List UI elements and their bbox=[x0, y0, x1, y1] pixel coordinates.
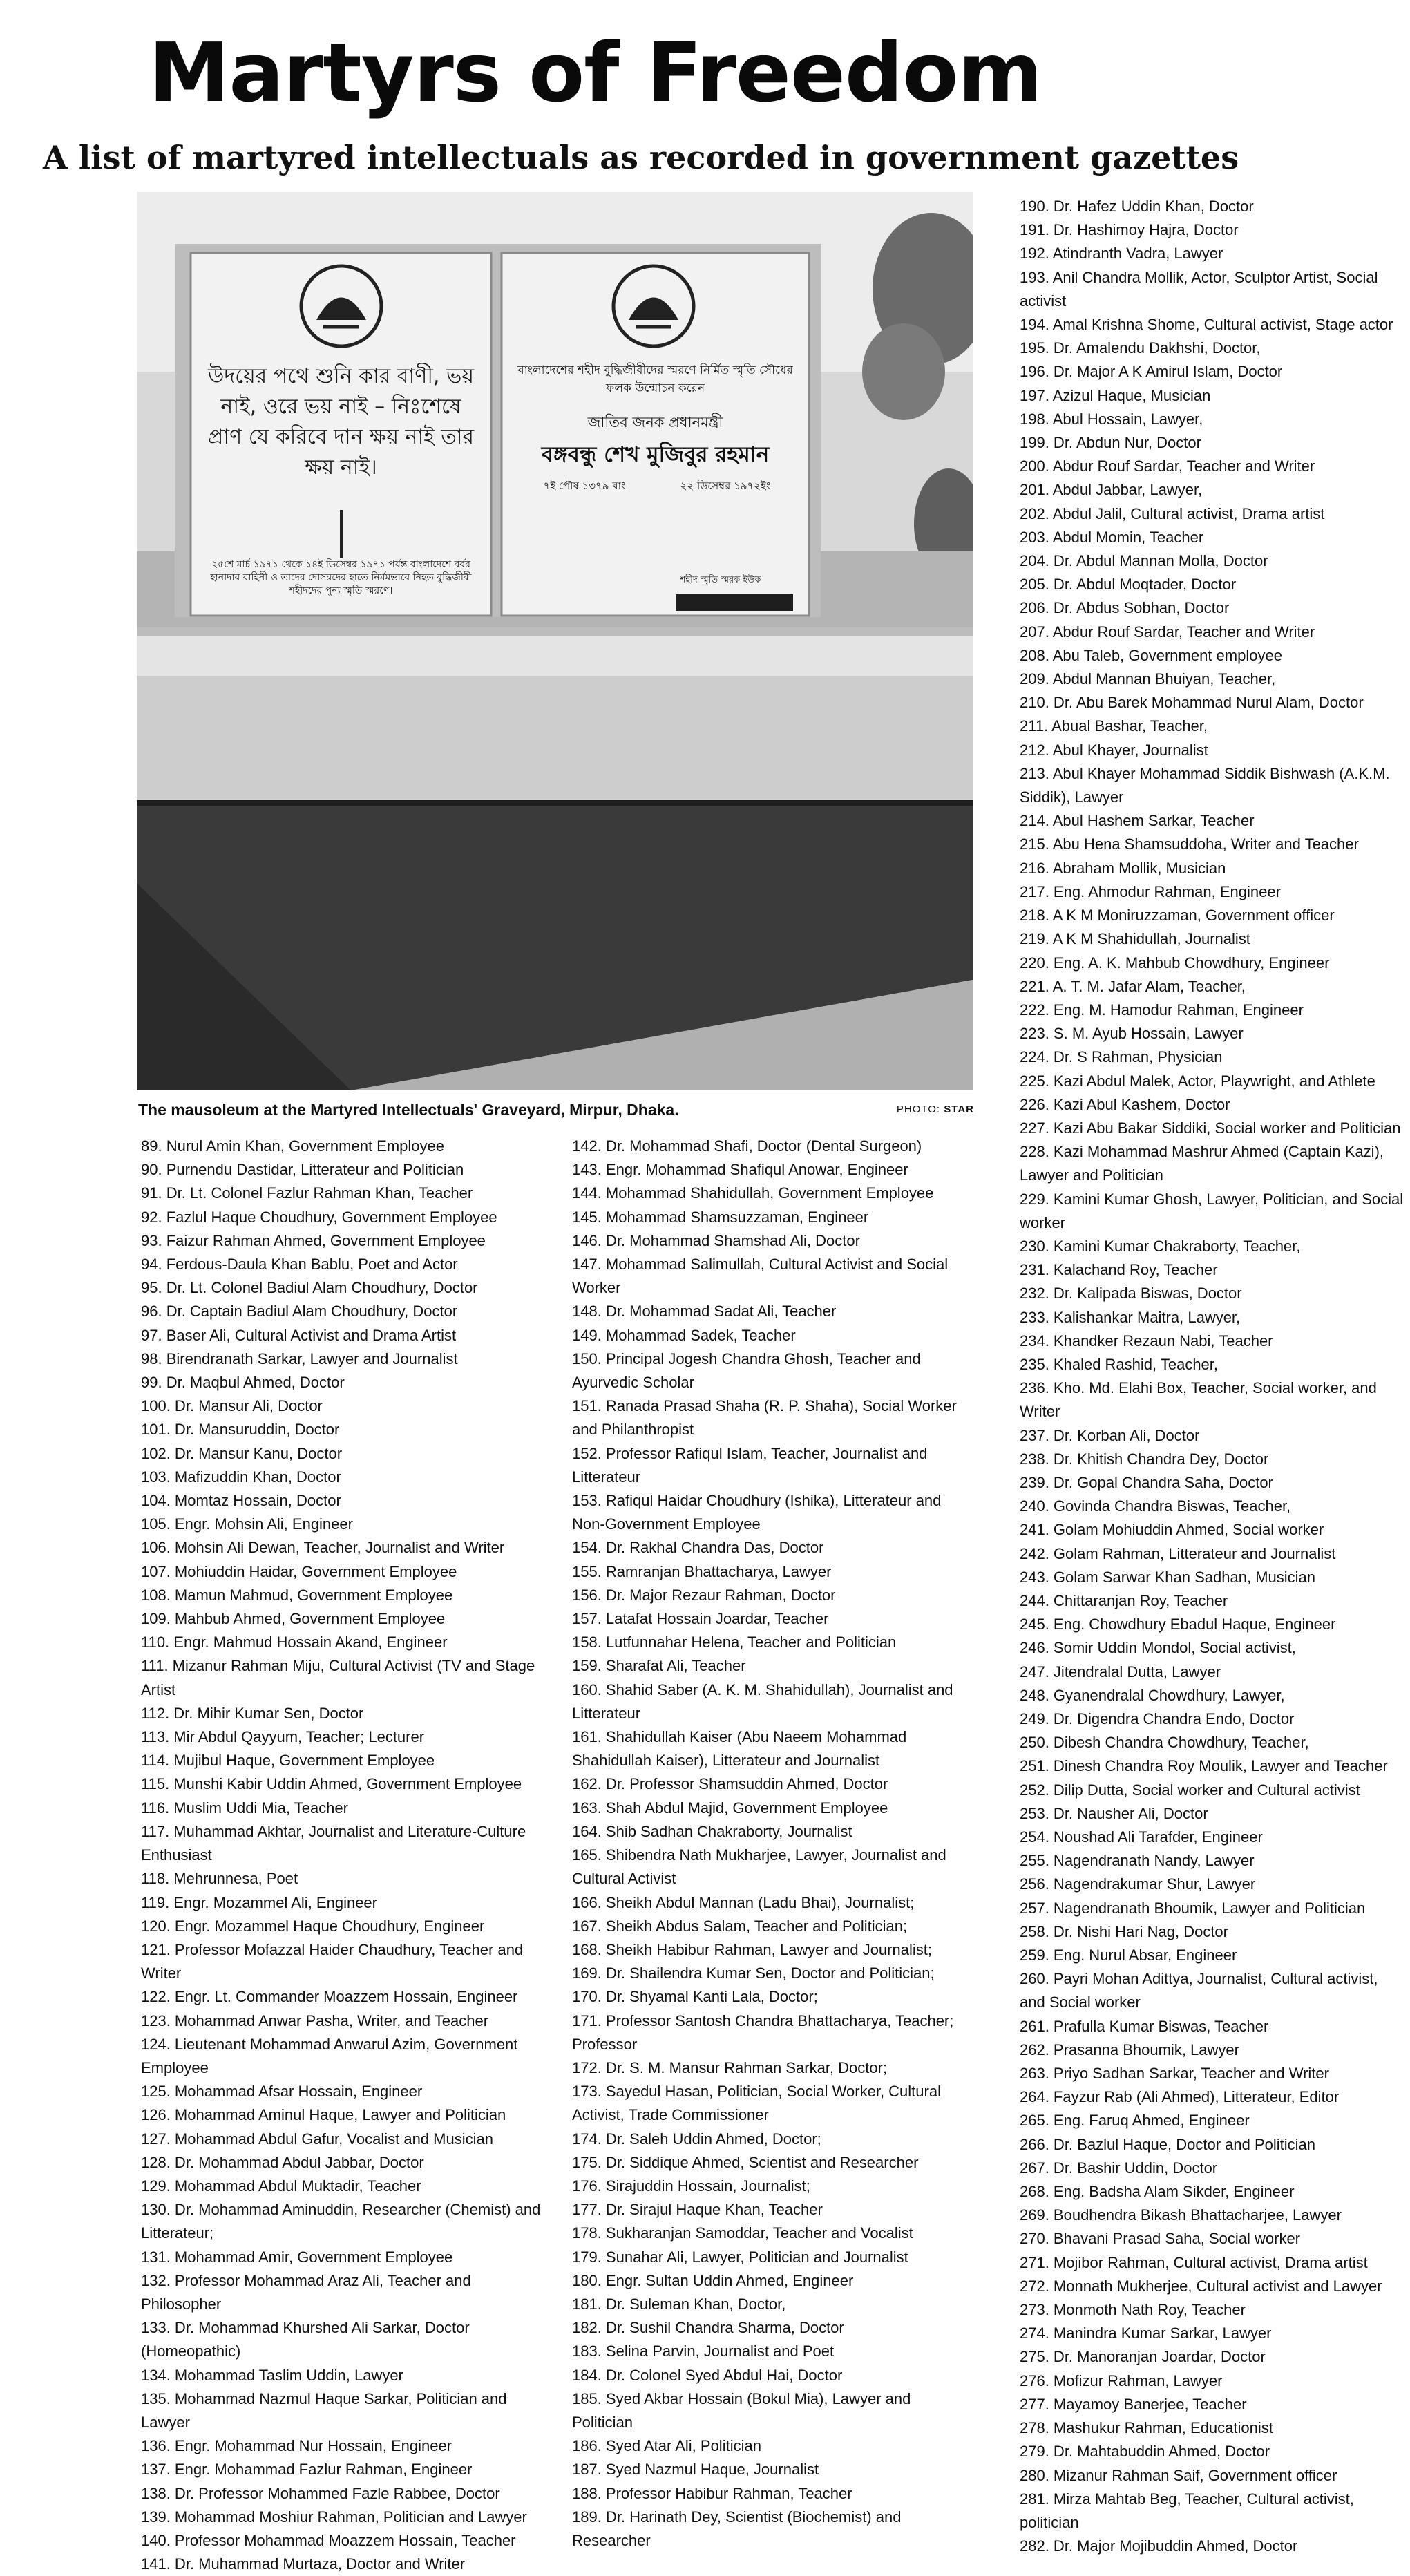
list-item: 246. Somir Uddin Mondol, Social activist, bbox=[1020, 1639, 1296, 1657]
list-item: 219. A K M Shahidullah, Journalist bbox=[1020, 930, 1250, 948]
list-item: 92. Fazlul Haque Choudhury, Government Employee bbox=[141, 1208, 497, 1226]
list-item: 191. Dr. Hashimoy Hajra, Doctor bbox=[1020, 221, 1239, 239]
list-item: 142. Dr. Mohammad Shafi, Doctor (Dental Surgeon) bbox=[572, 1137, 922, 1155]
list-item: 123. Mohammad Anwar Pasha, Writer, and Teacher bbox=[141, 2011, 489, 2029]
list-item: 274. Manindra Kumar Sarkar, Lawyer bbox=[1020, 2324, 1272, 2342]
list-item: 217. Eng. Ahmodur Rahman, Engineer bbox=[1020, 882, 1281, 900]
list-item: 137. Engr. Mohammad Fazlur Rahman, Engineer bbox=[141, 2461, 473, 2479]
list-item: 232. Dr. Kalipada Biswas, Doctor bbox=[1020, 1285, 1242, 1303]
list-item: 161. Shahidullah Kaiser (Abu Naeem Mohammad Shahidullah Kaiser), Litterateur and Journalist bbox=[572, 1728, 907, 1770]
list-item: 209. Abdul Mannan Bhuiyan, Teacher, bbox=[1020, 670, 1276, 688]
list-item: 125. Mohammad Afsar Hossain, Engineer bbox=[141, 2083, 423, 2101]
list-item: 222. Eng. M. Hamodur Rahman, Engineer bbox=[1020, 1001, 1304, 1019]
list-item: 150. Principal Jogesh Chandra Ghosh, Teacher and Ayurvedic Scholar bbox=[572, 1349, 921, 1392]
list-item: 107. Mohiuddin Haidar, Government Employee bbox=[141, 1562, 457, 1580]
list-item: 269. Boudhendra Bikash Bhattacharjee, Lawyer bbox=[1020, 2206, 1342, 2224]
credit-source: STAR bbox=[944, 1104, 974, 1115]
list-item: 122. Engr. Lt. Commander Moazzem Hossain, Engineer bbox=[141, 1988, 518, 2006]
list-item: 249. Dr. Digendra Chandra Endo, Doctor bbox=[1020, 1710, 1295, 1727]
list-item: 181. Dr. Suleman Khan, Doctor, bbox=[572, 2295, 786, 2313]
list-item: 248. Gyanendralal Chowdhury, Lawyer, bbox=[1020, 1686, 1285, 1704]
list-item: 140. Professor Mohammad Moazzem Hossain, Teacher bbox=[141, 2531, 516, 2549]
list-item: 214. Abul Hashem Sarkar, Teacher bbox=[1020, 812, 1255, 830]
list-item: 101. Dr. Mansuruddin, Doctor bbox=[141, 1421, 340, 1439]
photo-caption bbox=[138, 1096, 974, 1124]
list-item: 251. Dinesh Chandra Roy Moulik, Lawyer and Teacher bbox=[1020, 1757, 1388, 1775]
list-item: 206. Dr. Abdus Sobhan, Doctor bbox=[1020, 599, 1230, 617]
list-item: 238. Dr. Khitish Chandra Dey, Doctor bbox=[1020, 1450, 1269, 1468]
list-item: 104. Momtaz Hossain, Doctor bbox=[141, 1492, 341, 1510]
list-item: 130. Dr. Mohammad Aminuddin, Researcher (Chemist) and Litterateur; bbox=[141, 2201, 541, 2242]
list-item: 143. Engr. Mohammad Shafiqul Anowar, Engineer bbox=[572, 1161, 908, 1179]
list-item: 156. Dr. Major Rezaur Rahman, Doctor bbox=[572, 1586, 836, 1604]
list-item: 253. Dr. Nausher Ali, Doctor bbox=[1020, 1804, 1208, 1822]
list-item: 180. Engr. Sultan Uddin Ahmed, Engineer bbox=[572, 2271, 854, 2289]
list-item: 195. Dr. Amalendu Dakhshi, Doctor, bbox=[1020, 339, 1261, 357]
list-item: 94. Ferdous-Daula Khan Bablu, Poet and Actor bbox=[141, 1256, 458, 1273]
list-item: 271. Mojibor Rahman, Cultural activist, Drama artist bbox=[1020, 2253, 1368, 2271]
list-item: 121. Professor Mofazzal Haider Chaudhury, Teacher and Writer bbox=[141, 1940, 524, 1982]
list-item: 89. Nurul Amin Khan, Government Employee bbox=[141, 1137, 445, 1155]
list-item: 99. Dr. Maqbul Ahmed, Doctor bbox=[141, 1374, 345, 1392]
list-item: 205. Dr. Abdul Moqtader, Doctor bbox=[1020, 576, 1237, 594]
list-item: 265. Eng. Faruq Ahmed, Engineer bbox=[1020, 2112, 1250, 2130]
list-item: 138. Dr. Professor Mohammed Fazle Rabbee, Doctor bbox=[141, 2484, 500, 2502]
photo-credit bbox=[897, 1096, 974, 1124]
list-item: 117. Muhammad Akhtar, Journalist and Literature-Culture Enthusiast bbox=[141, 1822, 526, 1864]
list-item: 220. Eng. A. K. Mahbub Chowdhury, Engineer bbox=[1020, 954, 1330, 972]
list-item: 211. Abual Bashar, Teacher, bbox=[1020, 717, 1208, 735]
list-item: 153. Rafiqul Haidar Choudhury (Ishika), Litterateur and Non-Government Employee bbox=[572, 1492, 942, 1533]
list-item: 133. Dr. Mohammad Khurshed Ali Sarkar, Doctor (Homeopathic) bbox=[141, 2319, 470, 2360]
list-item: 213. Abul Khayer Mohammad Siddik Bishwash (A.K.M. Siddik), Lawyer bbox=[1020, 764, 1390, 806]
list-item: 103. Mafizuddin Khan, Doctor bbox=[141, 1468, 341, 1486]
list-item: 154. Dr. Rakhal Chandra Das, Doctor bbox=[572, 1539, 824, 1557]
list-item: 127. Mohammad Abdul Gafur, Vocalist and Musician bbox=[141, 2130, 493, 2148]
list-item: 218. A K M Moniruzzaman, Government officer bbox=[1020, 907, 1335, 925]
list-item: 118. Mehrunnesa, Poet bbox=[141, 1870, 298, 1888]
list-item: 225. Kazi Abdul Malek, Actor, Playwright, and Athlete bbox=[1020, 1072, 1375, 1090]
list-item: 190. Dr. Hafez Uddin Khan, Doctor bbox=[1020, 198, 1254, 215]
list-item: 229. Kamini Kumar Ghosh, Lawyer, Politician, and Social worker bbox=[1020, 1190, 1404, 1231]
list-item: 105. Engr. Mohsin Ali, Engineer bbox=[141, 1515, 353, 1533]
list-item: 160. Shahid Saber (A. K. M. Shahidullah), Journalist and Litterateur bbox=[572, 1680, 953, 1722]
list-item: 262. Prasanna Bhoumik, Lawyer bbox=[1020, 2040, 1239, 2058]
list-item: 106. Mohsin Ali Dewan, Teacher, Journalist and Writer bbox=[141, 1539, 505, 1557]
list-item: 171. Professor Santosh Chandra Bhattacharya, Teacher; Professor bbox=[572, 2011, 954, 2053]
left-plaque-footer: ২৫শে মার্চ ১৯৭১ থেকে ১৪ই ডিসেম্বর ১৯৭১ পর্যন্ত বাংলাদেশে বর্বর হানাদার বাহিনী ও তাদের দোসরদের হাতে নির্মমভাবে নিহত বুদ্ধিজীবী শহীদদের পুন্য স্মৃতি স্মরণে। bbox=[210, 559, 472, 596]
list-item: 259. Eng. Nurul Absar, Engineer bbox=[1020, 1947, 1237, 1964]
list-item: 199. Dr. Abdun Nur, Doctor bbox=[1020, 434, 1201, 452]
list-item: 151. Ranada Prasad Shaha (R. P. Shaha), Social Worker and Philanthropist bbox=[572, 1397, 957, 1439]
list-item: 256. Nagendrakumar Shur, Lawyer bbox=[1020, 1875, 1256, 1893]
list-item: 236. Kho. Md. Elahi Box, Teacher, Social worker, and Writer bbox=[1020, 1379, 1377, 1421]
list-item: 272. Monnath Mukherjee, Cultural activist and Lawyer bbox=[1020, 2277, 1382, 2295]
list-item: 207. Abdur Rouf Sardar, Teacher and Writer bbox=[1020, 623, 1315, 641]
list-item: 166. Sheikh Abdul Mannan (Ladu Bhai), Journalist; bbox=[572, 1893, 915, 1911]
right-plaque-date-english: ২২ ডিসেম্বর ১৯৭২ইং bbox=[680, 480, 771, 492]
list-item: 227. Kazi Abu Bakar Siddiki, Social worker and Politician bbox=[1020, 1119, 1401, 1137]
list-item: 110. Engr. Mahmud Hossain Akand, Engineer bbox=[141, 1633, 448, 1651]
list-item: 239. Dr. Gopal Chandra Saha, Doctor bbox=[1020, 1473, 1273, 1491]
list-item: 244. Chittaranjan Roy, Teacher bbox=[1020, 1591, 1228, 1609]
list-item: 158. Lutfunnahar Helena, Teacher and Politician bbox=[572, 1633, 897, 1651]
list-item: 260. Payri Mohan Adittya, Journalist, Cultural activist, and Social worker bbox=[1020, 1970, 1378, 2011]
list-item: 95. Dr. Lt. Colonel Badiul Alam Choudhury, Doctor bbox=[141, 1279, 478, 1297]
list-item: 139. Mohammad Moshiur Rahman, Politician and Lawyer bbox=[141, 2508, 527, 2526]
list-item: 264. Fayzur Rab (Ali Ahmed), Litterateur, Editor bbox=[1020, 2088, 1340, 2106]
list-item: 134. Mohammad Taslim Uddin, Lawyer bbox=[141, 2366, 403, 2384]
list-item: 240. Govinda Chandra Biswas, Teacher, bbox=[1020, 1497, 1291, 1515]
list-item: 247. Jitendralal Dutta, Lawyer bbox=[1020, 1663, 1221, 1680]
list-item: 254. Noushad Ali Tarafder, Engineer bbox=[1020, 1828, 1263, 1846]
list-item: 250. Dibesh Chandra Chowdhury, Teacher, bbox=[1020, 1734, 1309, 1752]
list-item: 268. Eng. Badsha Alam Sikder, Engineer bbox=[1020, 2183, 1295, 2201]
list-item: 178. Sukharanjan Samoddar, Teacher and Vocalist bbox=[572, 2224, 913, 2242]
list-item: 126. Mohammad Aminul Haque, Lawyer and Politician bbox=[141, 2106, 506, 2124]
list-item: 198. Abul Hossain, Lawyer, bbox=[1020, 410, 1203, 428]
list-item: 270. Bhavani Prasad Saha, Social worker bbox=[1020, 2230, 1301, 2248]
list-item: 197. Azizul Haque, Musician bbox=[1020, 386, 1211, 404]
list-item: 189. Dr. Harinath Dey, Scientist (Biochemist) and Researcher bbox=[572, 2508, 902, 2549]
list-item: 242. Golam Rahman, Litterateur and Journalist bbox=[1020, 1544, 1336, 1562]
list-item: 102. Dr. Mansur Kanu, Doctor bbox=[141, 1444, 343, 1462]
list-item: 185. Syed Akbar Hossain (Bokul Mia), Lawyer and Politician bbox=[572, 2389, 911, 2431]
list-item: 281. Mirza Mahtab Beg, Teacher, Cultural activist, politician bbox=[1020, 2490, 1354, 2531]
list-item: 144. Mohammad Shahidullah, Government Employee bbox=[572, 1184, 934, 1202]
list-item: 203. Abdul Momin, Teacher bbox=[1020, 528, 1204, 546]
list-item: 277. Mayamoy Banerjee, Teacher bbox=[1020, 2395, 1247, 2413]
list-item: 112. Dr. Mihir Kumar Sen, Doctor bbox=[141, 1704, 364, 1722]
martyr-list-column-1 bbox=[141, 1135, 542, 2576]
list-item: 93. Faizur Rahman Ahmed, Government Employee bbox=[141, 1231, 486, 1249]
list-item: 252. Dilip Dutta, Social worker and Cultural activist bbox=[1020, 1781, 1360, 1799]
list-item: 163. Shah Abdul Majid, Government Employee bbox=[572, 1799, 888, 1817]
mausoleum-photo bbox=[137, 192, 973, 1090]
list-item: 172. Dr. S. M. Mansur Rahman Sarkar, Doctor; bbox=[572, 2058, 888, 2076]
list-item: 234. Khandker Rezaun Nabi, Teacher bbox=[1020, 1332, 1273, 1349]
list-item: 96. Dr. Captain Badiul Alam Choudhury, Doctor bbox=[141, 1303, 458, 1320]
list-item: 114. Mujibul Haque, Government Employee bbox=[141, 1752, 435, 1770]
list-item: 279. Dr. Mahtabuddin Ahmed, Doctor bbox=[1020, 2443, 1270, 2461]
list-item: 176. Sirajuddin Hossain, Journalist; bbox=[572, 2177, 810, 2195]
list-item: 282. Dr. Major Mojibuddin Ahmed, Doctor bbox=[1020, 2537, 1298, 2555]
list-item: 129. Mohammad Abdul Muktadir, Teacher bbox=[141, 2177, 421, 2195]
list-item: 230. Kamini Kumar Chakraborty, Teacher, bbox=[1020, 1237, 1301, 1255]
list-item: 196. Dr. Major A K Amirul Islam, Doctor bbox=[1020, 363, 1283, 381]
list-item: 182. Dr. Sushil Chandra Sharma, Doctor bbox=[572, 2319, 844, 2337]
list-item: 223. S. M. Ayub Hossain, Lawyer bbox=[1020, 1025, 1244, 1043]
right-plaque-title: জাতির জনক প্রধানমন্ত্রী bbox=[587, 414, 723, 430]
list-item: 192. Atindranth Vadra, Lawyer bbox=[1020, 245, 1223, 263]
list-item: 267. Dr. Bashir Uddin, Doctor bbox=[1020, 2159, 1218, 2177]
list-item: 241. Golam Mohiuddin Ahmed, Social worker bbox=[1020, 1521, 1324, 1539]
list-item: 224. Dr. S Rahman, Physician bbox=[1020, 1048, 1223, 1066]
list-item: 162. Dr. Professor Shamsuddin Ahmed, Doctor bbox=[572, 1775, 888, 1793]
list-item: 266. Dr. Bazlul Haque, Doctor and Politician bbox=[1020, 2135, 1316, 2153]
list-item: 174. Dr. Saleh Uddin Ahmed, Doctor; bbox=[572, 2130, 821, 2148]
list-item: 204. Dr. Abdul Mannan Molla, Doctor bbox=[1020, 552, 1268, 570]
list-item: 148. Dr. Mohammad Sadat Ali, Teacher bbox=[572, 1303, 837, 1320]
caption-text: The mausoleum at the Martyred Intellectuals' Graveyard, Mirpur, Dhaka. bbox=[138, 1101, 679, 1119]
list-item: 183. Selina Parvin, Journalist and Poet bbox=[572, 2342, 835, 2360]
list-item: 208. Abu Taleb, Government employee bbox=[1020, 646, 1282, 664]
list-item: 169. Dr. Shailendra Kumar Sen, Doctor and Politician; bbox=[572, 1964, 935, 1982]
list-item: 149. Mohammad Sadek, Teacher bbox=[572, 1326, 796, 1344]
list-item: 120. Engr. Mozammel Haque Choudhury, Engineer bbox=[141, 1917, 485, 1935]
list-item: 235. Khaled Rashid, Teacher, bbox=[1020, 1355, 1219, 1373]
list-item: 113. Mir Abdul Qayyum, Teacher; Lecturer bbox=[141, 1728, 425, 1746]
list-item: 164. Shib Sadhan Chakraborty, Journalist bbox=[572, 1822, 852, 1840]
list-item: 228. Kazi Mohammad Mashrur Ahmed (Captain Kazi), Lawyer and Politician bbox=[1020, 1143, 1384, 1184]
list-item: 168. Sheikh Habibur Rahman, Lawyer and Journalist; bbox=[572, 1940, 932, 1958]
list-item: 273. Monmoth Nath Roy, Teacher bbox=[1020, 2301, 1246, 2319]
list-item: 100. Dr. Mansur Ali, Doctor bbox=[141, 1397, 323, 1415]
list-item: 200. Abdur Rouf Sardar, Teacher and Writer bbox=[1020, 457, 1315, 475]
list-item: 186. Syed Atar Ali, Politician bbox=[572, 2437, 761, 2455]
list-item: 115. Munshi Kabir Uddin Ahmed, Government Employee bbox=[141, 1775, 522, 1793]
list-item: 280. Mizanur Rahman Saif, Government officer bbox=[1020, 2466, 1337, 2484]
list-item: 237. Dr. Korban Ali, Doctor bbox=[1020, 1426, 1200, 1444]
right-plaque-intro: বাংলাদেশের শহীদ বুদ্ধিজীবীদের স্মরণে নির্মিত স্মৃতি সৌধের ফলক উন্মোচন করেন bbox=[517, 363, 793, 395]
list-item: 233. Kalishankar Maitra, Lawyer, bbox=[1020, 1308, 1241, 1326]
list-item: 243. Golam Sarwar Khan Sadhan, Musician bbox=[1020, 1568, 1316, 1586]
list-item: 179. Sunahar Ali, Lawyer, Politician and Journalist bbox=[572, 2248, 908, 2266]
list-item: 147. Mohammad Salimullah, Cultural Activist and Social Worker bbox=[572, 1256, 949, 1297]
list-item: 98. Birendranath Sarkar, Lawyer and Journalist bbox=[141, 1349, 458, 1367]
list-item: 210. Dr. Abu Barek Mohammad Nurul Alam, Doctor bbox=[1020, 694, 1364, 712]
list-item: 184. Dr. Colonel Syed Abdul Hai, Doctor bbox=[572, 2366, 843, 2384]
list-item: 278. Mashukur Rahman, Educationist bbox=[1020, 2419, 1273, 2437]
list-item: 152. Professor Rafiqul Islam, Teacher, Journalist and Litterateur bbox=[572, 1444, 928, 1486]
subheadline: A list of martyred intellectuals as recorded in government gazettes bbox=[43, 139, 1239, 176]
list-item: 275. Dr. Manoranjan Joardar, Doctor bbox=[1020, 2348, 1266, 2366]
list-item: 215. Abu Hena Shamsuddoha, Writer and Teacher bbox=[1020, 835, 1359, 853]
list-item: 167. Sheikh Abdus Salam, Teacher and Politician; bbox=[572, 1917, 908, 1935]
list-item: 193. Anil Chandra Mollik, Actor, Sculptor Artist, Social activist bbox=[1020, 268, 1378, 310]
list-item: 146. Dr. Mohammad Shamshad Ali, Doctor bbox=[572, 1231, 860, 1249]
right-plaque-date-bangla: ৭ই পৌষ ১৩৭৯ বাং bbox=[543, 480, 626, 492]
list-item: 119. Engr. Mozammel Ali, Engineer bbox=[141, 1893, 377, 1911]
list-item: 132. Professor Mohammad Araz Ali, Teacher and Philosopher bbox=[141, 2271, 471, 2313]
martyr-list-column-3 bbox=[1020, 195, 1407, 2558]
list-item: 136. Engr. Mohammad Nur Hossain, Engineer bbox=[141, 2437, 452, 2455]
list-item: 257. Nagendranath Bhoumik, Lawyer and Politician bbox=[1020, 1899, 1366, 1917]
list-item: 111. Mizanur Rahman Miju, Cultural Activist (TV and Stage Artist bbox=[141, 1657, 535, 1698]
list-item: 231. Kalachand Roy, Teacher bbox=[1020, 1261, 1218, 1279]
list-item: 175. Dr. Siddique Ahmed, Scientist and Researcher bbox=[572, 2153, 919, 2171]
list-item: 108. Mamun Mahmud, Government Employee bbox=[141, 1586, 453, 1604]
list-item: 165. Shibendra Nath Mukharjee, Lawyer, Journalist and Cultural Activist bbox=[572, 1846, 946, 1888]
list-item: 216. Abraham Mollik, Musician bbox=[1020, 859, 1226, 877]
list-item: 173. Sayedul Hasan, Politician, Social Worker, Cultural Activist, Trade Commissioner bbox=[572, 2083, 941, 2124]
list-item: 276. Mofizur Rahman, Lawyer bbox=[1020, 2371, 1223, 2389]
headline: Martyrs of Freedom bbox=[149, 25, 1042, 120]
list-item: 255. Nagendranath Nandy, Lawyer bbox=[1020, 1852, 1255, 1870]
list-item: 145. Mohammad Shamsuzzaman, Engineer bbox=[572, 1208, 869, 1226]
list-item: 187. Syed Nazmul Haque, Journalist bbox=[572, 2461, 819, 2479]
list-item: 245. Eng. Chowdhury Ebadul Haque, Engineer bbox=[1020, 1616, 1336, 1633]
list-item: 91. Dr. Lt. Colonel Fazlur Rahman Khan, Teacher bbox=[141, 1184, 473, 1202]
list-item: 201. Abdul Jabbar, Lawyer, bbox=[1020, 481, 1203, 499]
right-plaque-footer: শহীদ স্মৃতি স্মরক ইউক bbox=[680, 575, 761, 585]
list-item: 194. Amal Krishna Shome, Cultural activist, Stage actor bbox=[1020, 316, 1393, 334]
list-item: 155. Ramranjan Bhattacharya, Lawyer bbox=[572, 1562, 832, 1580]
list-item: 261. Prafulla Kumar Biswas, Teacher bbox=[1020, 2017, 1269, 2035]
list-item: 221. A. T. M. Jafar Alam, Teacher, bbox=[1020, 977, 1246, 995]
list-item: 131. Mohammad Amir, Government Employee bbox=[141, 2248, 453, 2266]
list-item: 109. Mahbub Ahmed, Government Employee bbox=[141, 1610, 446, 1628]
list-item: 177. Dr. Sirajul Haque Khan, Teacher bbox=[572, 2201, 823, 2219]
list-item: 124. Lieutenant Mohammad Anwarul Azim, Government Employee bbox=[141, 2035, 518, 2076]
list-item: 128. Dr. Mohammad Abdul Jabbar, Doctor bbox=[141, 2153, 424, 2171]
left-plaque-text: উদয়ের পথে শুনি কার বাণী, ভয় নাই, ওরে ভয় নাই – নিঃশেষে প্রাণ যে করিবে দান ক্ষয় নাই তার ক্ষয় নাই। bbox=[207, 364, 475, 480]
list-item: 212. Abul Khayer, Journalist bbox=[1020, 741, 1208, 759]
list-item: 188. Professor Habibur Rahman, Teacher bbox=[572, 2484, 852, 2502]
list-item: 90. Purnendu Dastidar, Litterateur and Politician bbox=[141, 1161, 464, 1179]
list-item: 226. Kazi Abul Kashem, Doctor bbox=[1020, 1095, 1230, 1113]
list-item: 258. Dr. Nishi Hari Nag, Doctor bbox=[1020, 1922, 1228, 1940]
credit-label: PHOTO: bbox=[896, 1104, 941, 1115]
martyr-list-column-2 bbox=[572, 1135, 973, 2553]
list-item: 135. Mohammad Nazmul Haque Sarkar, Politician and Lawyer bbox=[141, 2389, 507, 2431]
right-plaque-name: বঙ্গবন্ধু শেখ মুজিবুর রহমান bbox=[541, 442, 770, 467]
list-item: 116. Muslim Uddi Mia, Teacher bbox=[141, 1799, 348, 1817]
list-item: 202. Abdul Jalil, Cultural activist, Drama artist bbox=[1020, 504, 1325, 522]
list-item: 170. Dr. Shyamal Kanti Lala, Doctor; bbox=[572, 1988, 818, 2006]
list-item: 159. Sharafat Ali, Teacher bbox=[572, 1657, 746, 1675]
list-item: 97. Baser Ali, Cultural Activist and Drama Artist bbox=[141, 1326, 457, 1344]
list-item: 263. Priyo Sadhan Sarkar, Teacher and Writer bbox=[1020, 2065, 1329, 2083]
list-item: 141. Dr. Muhammad Murtaza, Doctor and Writer bbox=[141, 2555, 466, 2573]
list-item: 157. Latafat Hossain Joardar, Teacher bbox=[572, 1610, 829, 1628]
